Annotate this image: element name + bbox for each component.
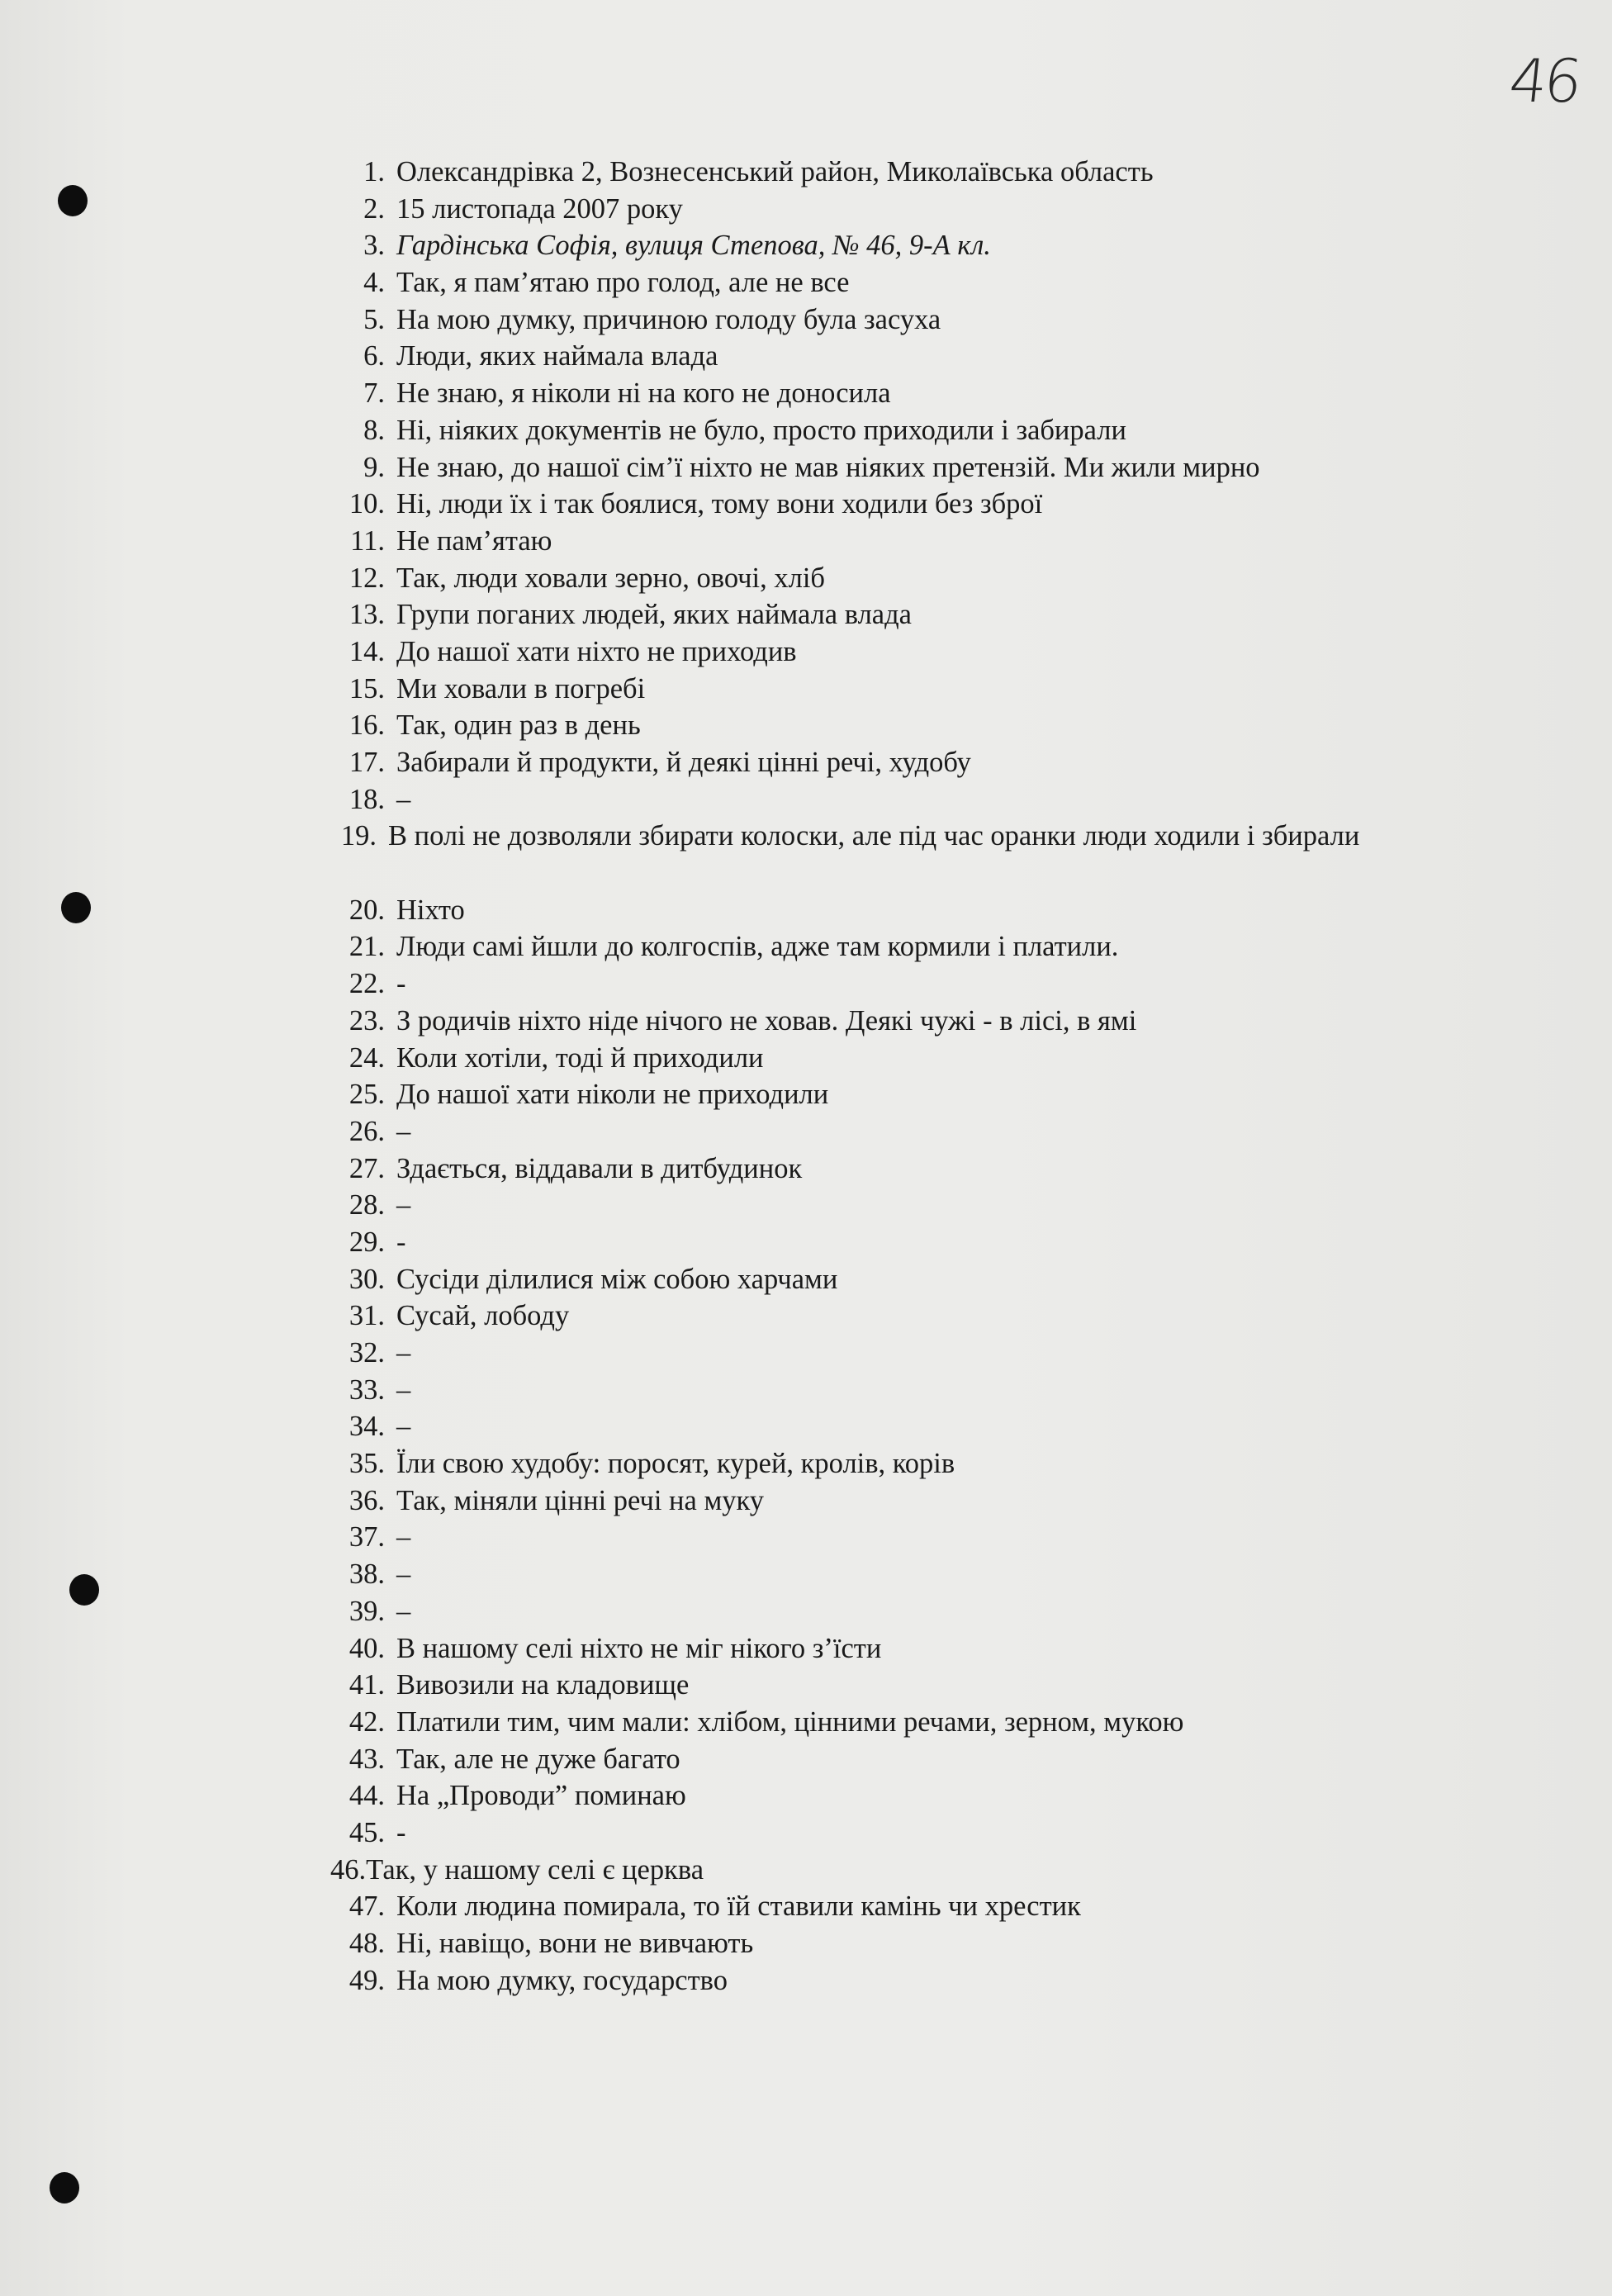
answer-number: 2. [363, 192, 385, 225]
answer-item [330, 1408, 1553, 1445]
answer-text: Сусай, лободу [396, 1300, 570, 1332]
answer-text: – [396, 1411, 411, 1443]
answer-text: Так, люди ховали зерно, овочі, хліб [396, 562, 825, 594]
answer-number: 19. [340, 820, 377, 852]
answer-text: – [396, 1189, 411, 1222]
answer-text: - [396, 1816, 406, 1848]
answer-text: – [396, 1521, 411, 1554]
answer-number: 29. [348, 1226, 385, 1258]
answer-number: 24. [348, 1041, 385, 1074]
answer-text: На „Проводи” поминаю [396, 1780, 686, 1812]
answer-number: 43. [348, 1743, 385, 1775]
answer-number: 38. [348, 1558, 385, 1591]
answer-item [330, 412, 1553, 449]
answer-item [330, 707, 1553, 744]
answer-item [330, 1667, 1553, 1704]
answer-number: 14. [348, 635, 385, 667]
answer-item [330, 1150, 1553, 1188]
answer-item [330, 671, 1553, 708]
answer-text: – [396, 1337, 411, 1369]
answer-number: 47. [348, 1890, 385, 1923]
answer-text: Ніхто [396, 894, 465, 926]
answer-text: Коли хотіли, тоді й приходили [396, 1041, 764, 1074]
answer-number: 9. [363, 451, 385, 483]
answer-text: – [396, 1115, 411, 1147]
answer-item [330, 1593, 1553, 1630]
answer-number: 7. [363, 377, 385, 410]
answer-text: Вивозили на кладовище [396, 1669, 690, 1701]
answer-number: 21. [348, 931, 385, 963]
answer-item [330, 338, 1553, 375]
answer-text: Здається, віддавали в дитбудинок [396, 1152, 803, 1184]
answer-number: 20. [348, 894, 385, 926]
answer-text: Гардінська Софія, вулиця Степова, № 46, 9-А кл. [396, 230, 991, 262]
answer-item [330, 1925, 1553, 1962]
answer-item [330, 1815, 1553, 1852]
answer-text: До нашої хати ніколи не приходили [396, 1079, 829, 1111]
answer-item [330, 1519, 1553, 1556]
answer-text: На мою думку, государство [396, 1964, 728, 1996]
answer-item [330, 560, 1553, 597]
answer-text: Групи поганих людей, яких наймала влада [396, 599, 912, 631]
answer-text: Ні, ніяких документів не було, просто приходили і забирали [396, 414, 1126, 446]
answer-number: 46. [330, 1853, 367, 1886]
answer-item [330, 1962, 1553, 2000]
answer-item [330, 1076, 1553, 1113]
answer-item [330, 301, 1553, 339]
answer-item [330, 1777, 1553, 1815]
answer-number: 33. [348, 1373, 385, 1406]
answer-item [330, 1187, 1553, 1224]
answer-text: Так, міняли цінні речі на муку [396, 1484, 765, 1516]
answer-item [330, 1704, 1553, 1741]
answer-number: 23. [348, 1004, 385, 1037]
answer-text: 15 листопада 2007 року [396, 192, 683, 225]
answer-text: – [396, 783, 411, 815]
answer-item [330, 1852, 1553, 1889]
answer-number: 17. [348, 747, 385, 778]
answer-number: 36. [348, 1484, 385, 1516]
answer-number: 37. [348, 1521, 385, 1554]
answer-item [330, 928, 1553, 965]
answer-item [330, 1297, 1553, 1335]
answer-text: З родичів ніхто ніде нічого не ховав. Деякі чужі - в лісі, в ямі [396, 1004, 1137, 1037]
answer-text: Не пам’ятаю [396, 524, 552, 557]
answer-item [330, 1630, 1553, 1667]
answer-text: Не знаю, до нашої сім’ї ніхто не мав ніяких претензій. Ми жили мирно [396, 451, 1260, 483]
answer-item [330, 375, 1553, 412]
answer-item [330, 1224, 1553, 1261]
answer-number: 16. [348, 709, 385, 742]
answer-item [322, 818, 1528, 891]
answer-text: Так, у нашому селі є церква [366, 1853, 704, 1886]
answer-text: Так, я пам’ятаю про голод, але не все [396, 267, 850, 299]
answer-number: 44. [348, 1780, 385, 1812]
answer-number: 13. [348, 599, 385, 631]
answer-item [330, 744, 1553, 781]
answer-text: Ні, навіщо, вони не вивчають [396, 1928, 754, 1960]
answer-text: - [396, 1226, 406, 1258]
answer-text: Люди самі йшли до колгоспів, адже там кормили і платили. [396, 931, 1119, 963]
answer-item [330, 892, 1553, 929]
answer-number: 5. [363, 303, 385, 335]
answer-text: Забирали й продукти, й деякі цінні речі, худобу [396, 747, 971, 778]
answer-text: Люди, яких наймала влада [396, 340, 718, 372]
answer-text: В нашому селі ніхто не міг нікого з’їсти [396, 1632, 882, 1664]
answer-text: Сусіди ділилися між собою харчами [396, 1263, 838, 1295]
answer-text: - [396, 968, 406, 1000]
answer-text: Не знаю, я ніколи ні на кого не доносила [396, 377, 891, 410]
answer-text: Так, один раз в день [396, 709, 641, 742]
answer-text: Так, але не дуже багато [396, 1743, 680, 1775]
answer-item [330, 449, 1553, 486]
answer-item [330, 227, 1553, 264]
answer-text: Ні, люди їх і так боялися, тому вони ходили без зброї [396, 488, 1043, 520]
answer-number: 28. [348, 1189, 385, 1222]
answer-item [330, 965, 1553, 1003]
answer-list [330, 154, 1553, 1999]
answer-text: На мою думку, причиною голоду була засуха [396, 303, 941, 335]
answer-text: Їли свою худобу: поросят, курей, кролів, корів [396, 1448, 955, 1480]
answer-number: 48. [348, 1928, 385, 1960]
answer-item [330, 1261, 1553, 1298]
answer-number: 25. [348, 1079, 385, 1111]
answer-item [330, 486, 1553, 523]
answer-number: 34. [348, 1411, 385, 1443]
answer-item [330, 596, 1553, 633]
punch-hole-4 [50, 2172, 79, 2203]
answer-text: – [396, 1558, 411, 1591]
answer-number: 41. [348, 1669, 385, 1701]
answer-number: 40. [348, 1632, 385, 1664]
answer-item [330, 633, 1553, 671]
answer-item [330, 191, 1553, 228]
answer-number: 27. [348, 1152, 385, 1184]
answer-item [330, 1445, 1553, 1482]
answer-item [330, 1482, 1553, 1520]
answer-number: 15. [348, 672, 385, 704]
answer-number: 10. [348, 488, 385, 520]
answer-text: – [396, 1373, 411, 1406]
answer-number: 26. [348, 1115, 385, 1147]
answer-item [330, 1003, 1553, 1040]
answer-item [330, 781, 1553, 818]
answer-number: 3. [363, 230, 385, 262]
punch-hole-2 [61, 892, 91, 923]
answer-number: 45. [348, 1816, 385, 1848]
answer-number: 1. [363, 156, 385, 187]
answer-item [330, 1888, 1553, 1925]
answer-text: До нашої хати ніхто не приходив [396, 635, 797, 667]
answer-item [330, 1556, 1553, 1593]
answer-number: 4. [363, 267, 385, 299]
answer-text: Ми ховали в погребі [396, 672, 646, 704]
answer-text: В полі не дозволяли збирати колоски, але під час оранки люди ходили і збирали [388, 820, 1360, 852]
answer-item [330, 1040, 1553, 1077]
page-number: 46 [1505, 46, 1583, 116]
answer-item [330, 264, 1553, 301]
answer-number: 8. [363, 414, 385, 446]
answer-item [330, 1741, 1553, 1778]
answer-number: 39. [348, 1595, 385, 1627]
answer-number: 12. [348, 562, 385, 594]
punch-hole-3 [69, 1574, 99, 1606]
answer-number: 42. [348, 1705, 385, 1738]
punch-hole-1 [58, 185, 88, 216]
answer-number: 6. [363, 340, 385, 372]
answer-item [330, 1113, 1553, 1150]
answer-number: 22. [348, 968, 385, 1000]
answer-item [330, 1335, 1553, 1372]
answer-number: 11. [350, 524, 385, 557]
answer-text: Олександрівка 2, Вознесенський район, Миколаївська область [396, 156, 1154, 187]
answer-number: 31. [348, 1300, 385, 1332]
answer-number: 32. [348, 1337, 385, 1369]
answer-text: Платили тим, чим мали: хлібом, цінними речами, зерном, мукою [396, 1705, 1184, 1738]
answer-item [330, 154, 1553, 191]
answer-number: 35. [348, 1448, 385, 1480]
answer-text: – [396, 1595, 411, 1627]
answer-number: 30. [348, 1263, 385, 1295]
answer-number: 18. [348, 783, 385, 815]
answer-item [330, 1372, 1553, 1409]
answer-text: Коли людина помирала, то їй ставили камінь чи хрестик [396, 1890, 1081, 1923]
answer-item [330, 523, 1553, 560]
answer-number: 49. [348, 1964, 385, 1996]
